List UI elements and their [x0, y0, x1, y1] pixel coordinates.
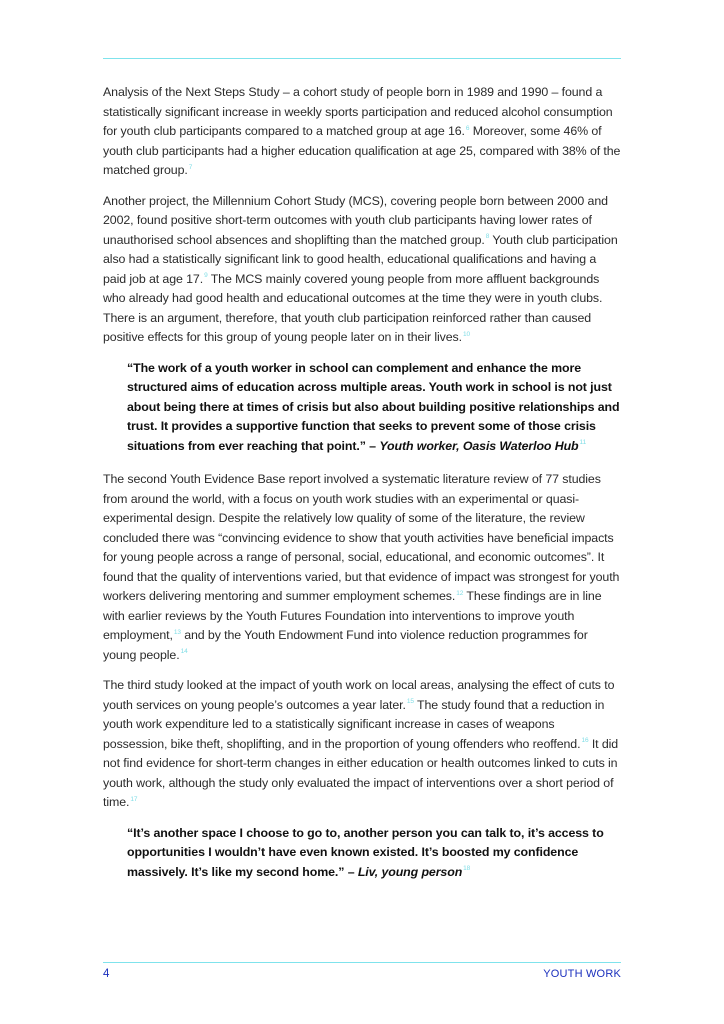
pull-quote	[127, 824, 621, 883]
footnote-reference: 13	[173, 628, 181, 636]
text-run: Another project, the Millennium Cohort Study (MCS), covering people born between 2000 and 2002, found positive short-term outcomes with youth club participants having lower rates of unauthorised school absences and shoplifting than the matched group.	[103, 193, 608, 247]
footnote-reference: 6	[465, 124, 470, 132]
header-rule	[103, 58, 621, 59]
text-run: It did not find evidence for short-term changes in either education or health outcomes linked to cuts in youth work, although the study only evaluated the impact of interventions over a short period of time.	[103, 736, 619, 809]
text-run: The third study looked at the impact of youth work on local areas, analysing the effect of cuts to youth services on young people’s outcomes a year later.	[103, 678, 615, 712]
footnote-reference: 17	[130, 795, 138, 803]
body-text	[103, 83, 621, 896]
footer-title: YOUTH WORK	[543, 968, 621, 980]
text-run: The study found that a reduction in youth work expenditure led to a statistically significant increase in cases of weapons possession, bike theft, shoplifting, and in the proportion of young offenders who reoffend.	[103, 697, 605, 751]
footnote-reference: 10	[463, 330, 471, 338]
paragraph	[103, 83, 621, 181]
text-run: and by the Youth Endowment Fund into violence reduction programmes for young people.	[103, 628, 588, 662]
text-run: “The work of a youth worker in school can complement and enhance the more structured aims of education across multiple areas. Youth work in school is not just about being there at times of crisis but also about building positive relationships and trust. It provides a supportive function that seeks to prevent some of those crisis situations from ever reaching that point.” –	[127, 360, 620, 453]
footnote-reference: 16	[581, 737, 589, 745]
footnote-reference: 8	[485, 233, 490, 241]
quote-attribution: Liv, young person	[357, 864, 463, 879]
page-number: 4	[103, 968, 110, 980]
quote-attribution: Youth worker, Oasis Waterloo Hub	[379, 438, 579, 453]
footnote-reference: 11	[579, 439, 587, 447]
text-run: These findings are in line with earlier reviews by the Youth Futures Foundation into interventions to improve youth employment,	[103, 589, 602, 642]
pull-quote	[127, 359, 621, 457]
footnote-reference: 18	[463, 865, 471, 873]
footnote-reference: 7	[188, 163, 193, 171]
footer-rule	[103, 962, 621, 963]
paragraph	[103, 192, 621, 348]
text-run: “It’s another space I choose to go to, another person you can talk to, it’s access to opportunities I wouldn’t have even known existed. It’s boosted my confidence massively. It’s like my second home.” –	[127, 825, 604, 879]
footnote-reference: 12	[456, 589, 464, 597]
text-run: Youth club participation also had a statistically significant link to good health, educational qualifications and having a paid job at age 17.	[103, 232, 618, 286]
paragraph	[103, 676, 621, 813]
page-footer	[103, 968, 621, 984]
text-run: The second Youth Evidence Base report involved a systematic literature review of 77 studies from around the world, with a focus on youth work studies with an experimental or quasi-experimental design. Despite the relatively low quality of some of the literature, the review concluded there was “convincing evidence to show that youth activities have beneficial impacts for young people across a range of personal, social, educational, and economic outcomes”. It found that the quality of interventions varied, but that evidence of impact was strongest for youth workers delivering mentoring and summer employment schemes.	[103, 472, 620, 603]
footnote-reference: 9	[204, 272, 208, 280]
footnote-reference: 15	[406, 698, 414, 706]
text-run: The MCS mainly covered young people from more affluent backgrounds who already had good health and educational outcomes at the time they were in youth clubs. There is an argument, therefore, that youth club participation reinforced rather than caused positive effects for this group of young people later on in their lives.	[103, 271, 603, 344]
paragraph	[103, 470, 621, 665]
footnote-reference: 14	[180, 648, 188, 656]
text-run: Analysis of the Next Steps Study – a cohort study of people born in 1989 and 1990 – found a statistically significant increase in weekly sports participation and reduced alcohol consumption for youth club participants compared to a matched group at age 16.	[103, 85, 613, 138]
text-run: Moreover, some 46% of youth club participants had a higher education qualification at age 25, compared with 38% of the matched group.	[103, 124, 621, 177]
